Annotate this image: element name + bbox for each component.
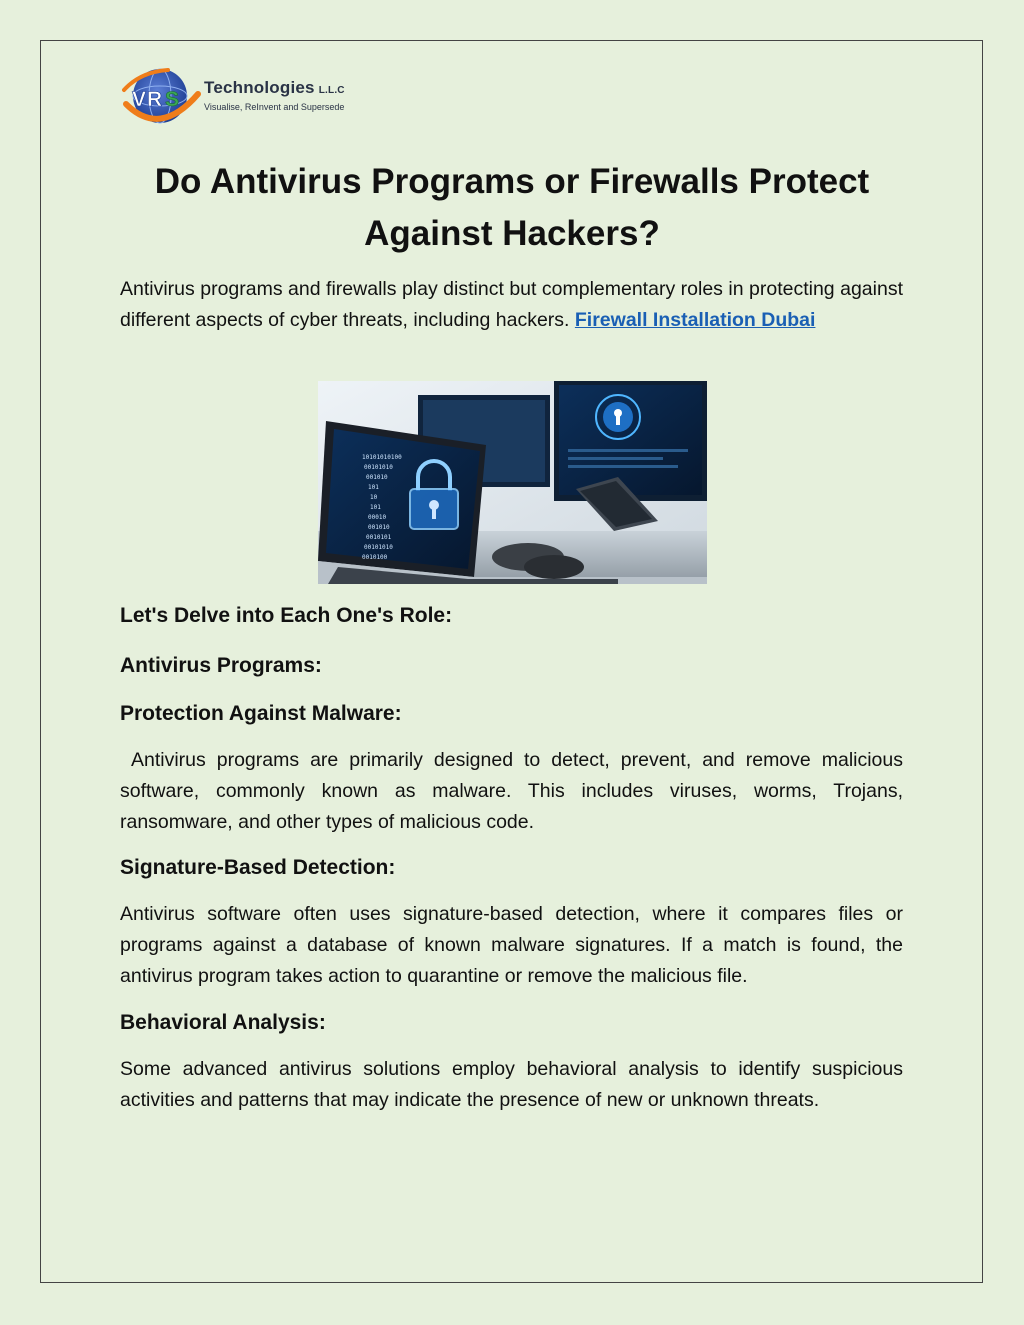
binary-row: 0010100 — [362, 554, 388, 561]
svg-text:V: V — [132, 88, 147, 111]
binary-row: 00101010 — [364, 544, 393, 551]
binary-row: 101 — [370, 504, 381, 511]
company-logo — [120, 64, 380, 130]
binary-row: 001010 — [366, 474, 388, 481]
svg-text:R: R — [147, 88, 163, 111]
behavioral-paragraph: Some advanced antivirus solutions employ behavioral analysis to identify suspicious activities and patterns that may indicate the presence of new or unknown threats. — [120, 1058, 903, 1111]
binary-row: 10 — [370, 494, 378, 501]
firewall-installation-link[interactable]: Firewall Installation Dubai — [574, 309, 816, 331]
binary-row: 001010 — [368, 524, 390, 531]
svg-text:S: S — [165, 88, 180, 111]
intro-paragraph — [120, 274, 903, 336]
globe-logo-icon — [120, 64, 204, 130]
antivirus-heading: Antivirus Programs: — [120, 654, 322, 677]
binary-row: 10101010100 — [362, 454, 402, 461]
malware-paragraph: Antivirus programs are primarily designed to detect, prevent, and remove malicious software, commonly known as malware. This includes viruses, worms, Trojans, ransomware, and other types of malicious code. — [120, 749, 909, 833]
logo-suffix: L.L.C — [318, 85, 345, 96]
logo-company-name: Technologies L.L.C — [204, 78, 345, 97]
signature-heading: Signature-Based Detection: — [120, 856, 396, 879]
logo-tagline: Visualise, ReInvent and Supersede — [204, 102, 345, 112]
binary-row: 0010101 — [366, 534, 392, 541]
binary-row: 00101010 — [364, 464, 393, 471]
hero-image — [318, 381, 707, 584]
behavioral-heading: Behavioral Analysis: — [120, 1011, 326, 1034]
laptop-security-illustration — [318, 381, 707, 584]
binary-row: 00010 — [368, 514, 387, 521]
malware-heading: Protection Against Malware: — [120, 702, 402, 725]
binary-row: 101 — [368, 484, 379, 491]
document-title: Do Antivirus Programs or Firewalls Protect Against Hackers? — [154, 162, 870, 253]
intro-text: Antivirus programs and firewalls play distinct but complementary roles in protecting against different aspects of cyber threats, including hackers. — [120, 278, 903, 331]
role-heading: Let's Delve into Each One's Role: — [120, 604, 453, 627]
signature-paragraph: Antivirus software often uses signature-based detection, where it compares files or programs against a database of known malware signatures. If a match is found, the antivirus program takes action to quarantine or remove the malicious file. — [120, 903, 903, 987]
